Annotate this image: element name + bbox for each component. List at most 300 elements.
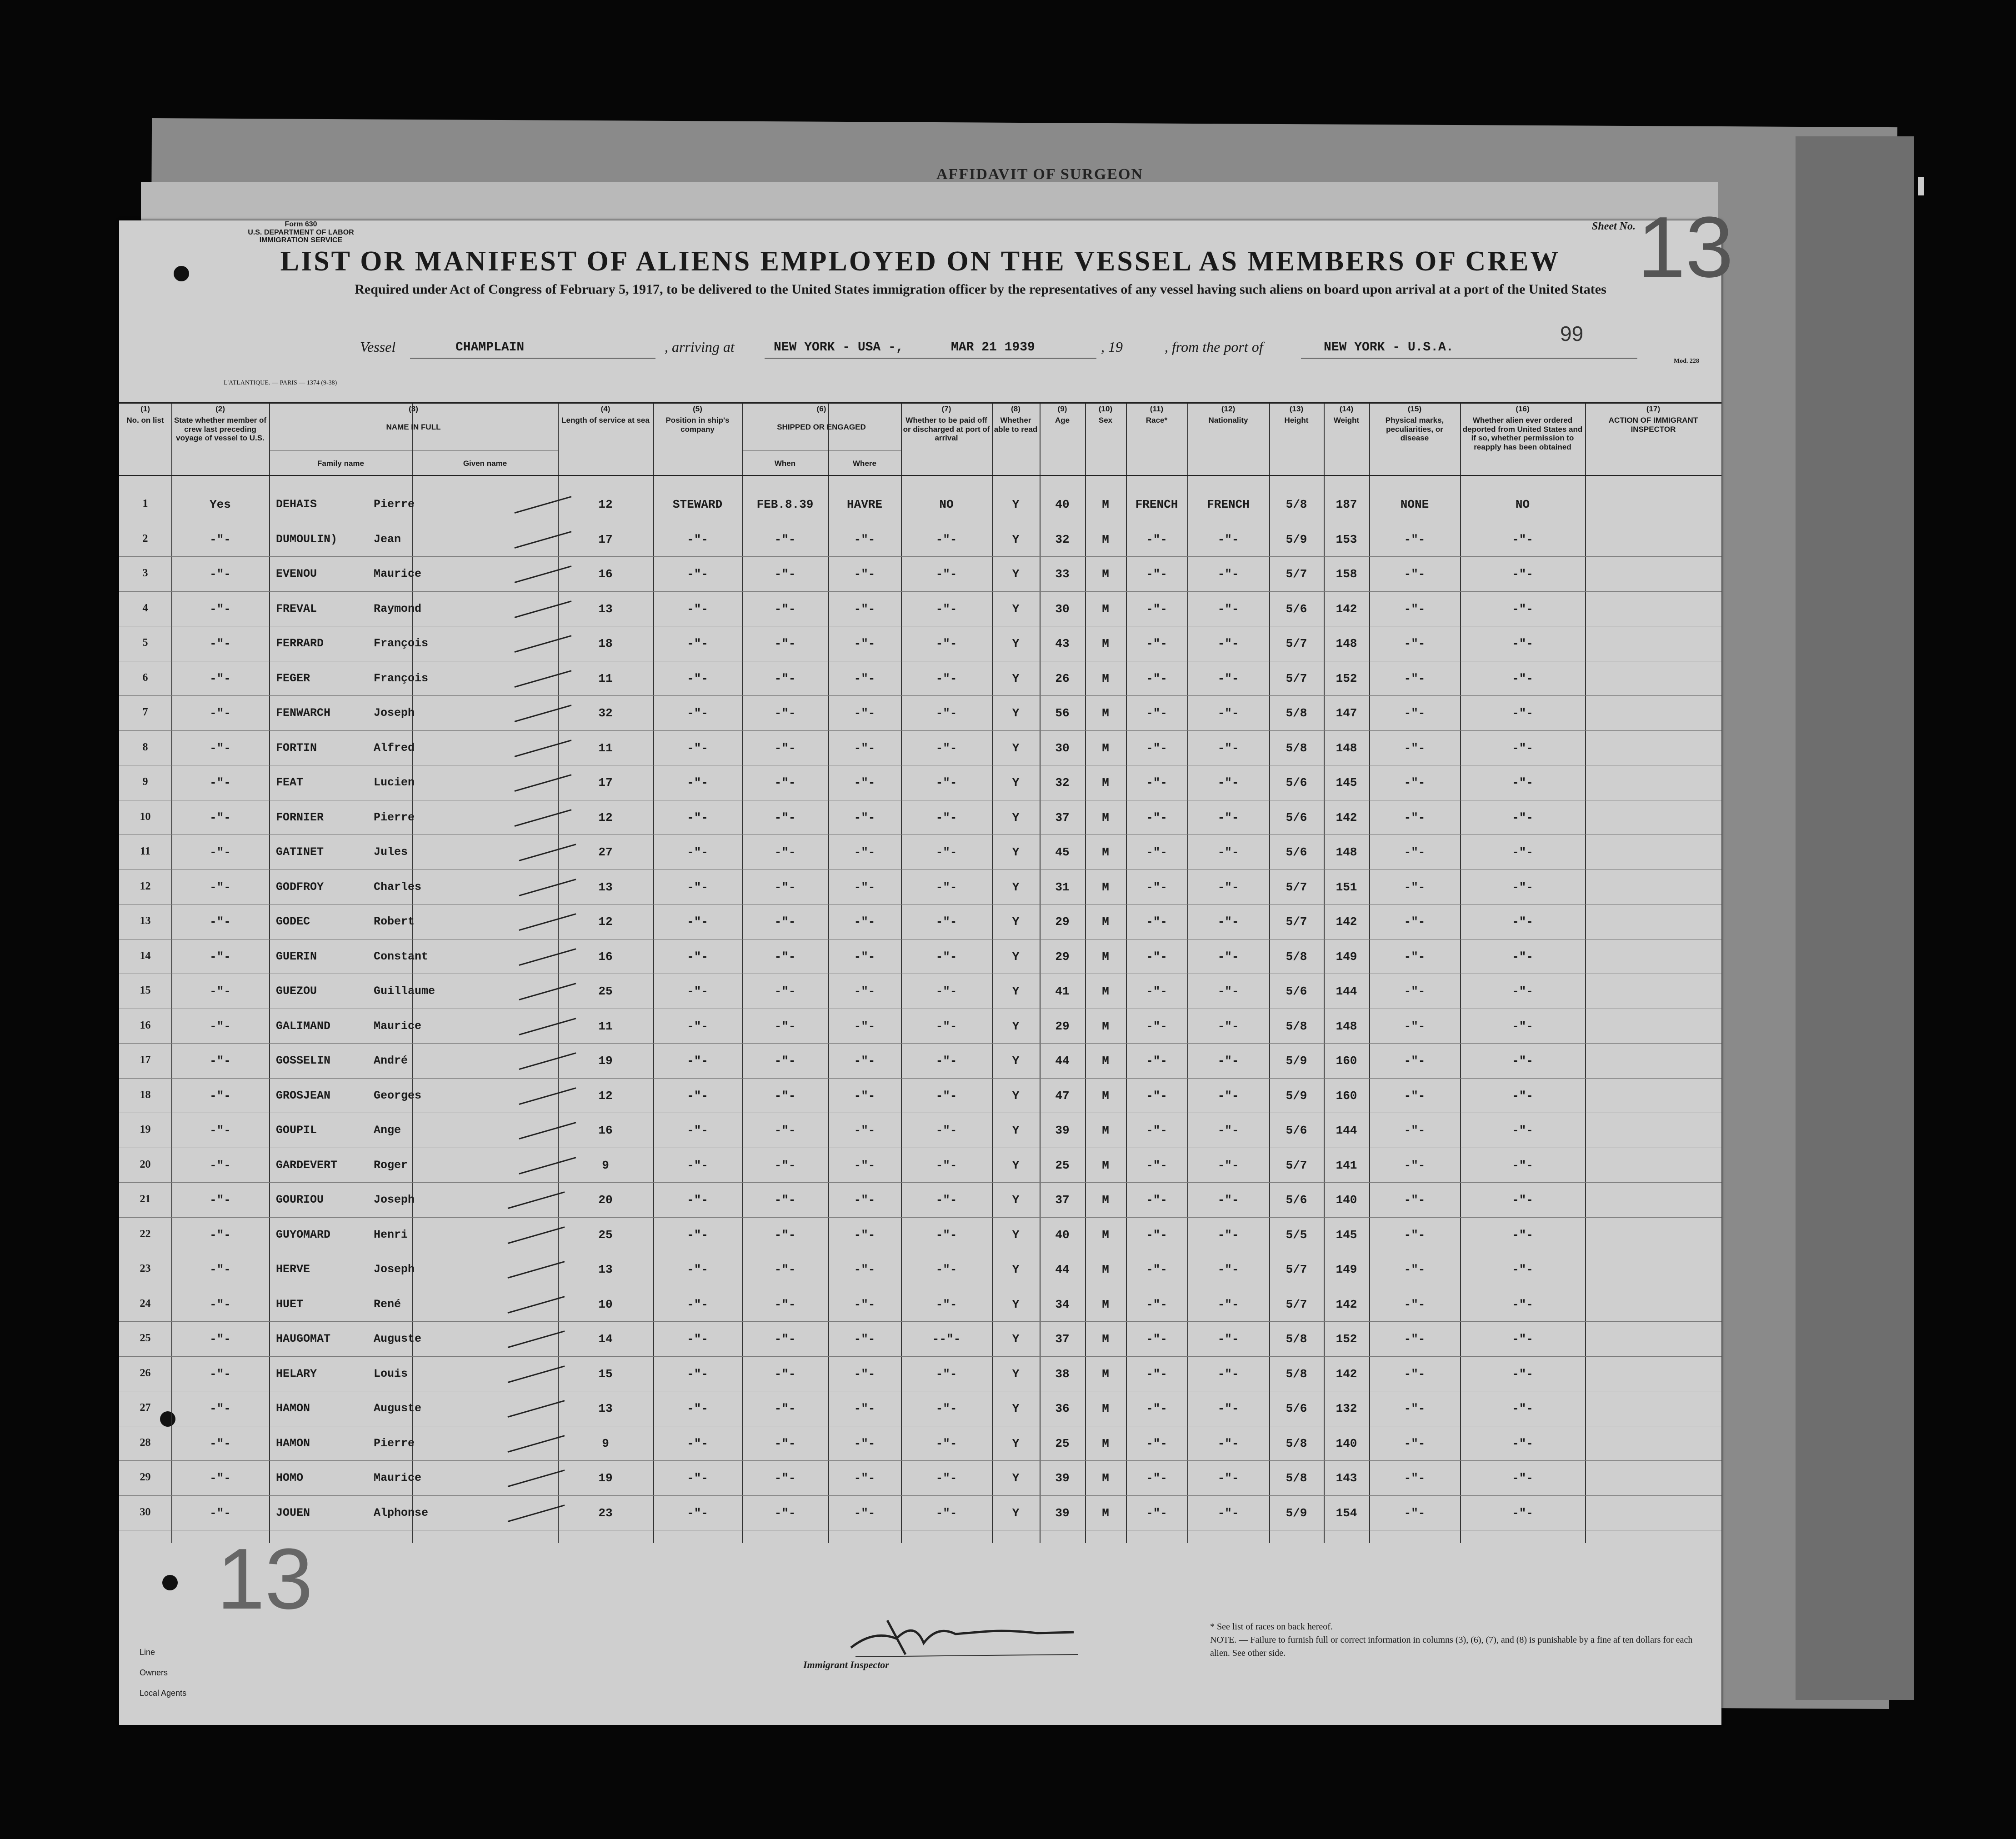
cell-read: Y [1012, 1402, 1020, 1415]
cell-service: 17 [598, 776, 613, 790]
cell-position: -"- [687, 602, 708, 616]
cell-service: 15 [598, 1367, 613, 1381]
cell-position: -"- [687, 1263, 708, 1276]
table-row-rule [119, 556, 1721, 557]
column-number: (3) [409, 405, 418, 413]
sheet-label: Sheet No. [1592, 220, 1636, 232]
cell-age: 30 [1055, 602, 1070, 616]
cell-height: 5/8 [1286, 1471, 1307, 1485]
cell-service: 16 [598, 567, 613, 581]
cell-weight: 143 [1336, 1471, 1357, 1485]
cell-read: Y [1012, 741, 1020, 755]
cell-nationality: -"- [1217, 1332, 1239, 1346]
table-row-rule [119, 904, 1721, 905]
cell-age: 30 [1055, 741, 1070, 755]
cell-paid: -"- [935, 1193, 957, 1207]
cell-marks: -"- [1404, 741, 1426, 755]
cell-given: Maurice [374, 1019, 422, 1033]
cell-no: 14 [140, 949, 151, 962]
cell-deported: -"- [1512, 845, 1533, 859]
cell-when: -"- [774, 776, 796, 790]
cell-no: 12 [140, 880, 151, 892]
cell-service: 20 [598, 1193, 613, 1207]
cell-sex: M [1102, 1054, 1109, 1068]
cell-paid: -"- [935, 776, 957, 790]
handwritten-number: 99 [1560, 322, 1584, 345]
cell-given: Charles [374, 880, 422, 894]
column-number: (6) [816, 405, 826, 413]
cell-sex: M [1102, 567, 1109, 581]
cell-height: 5/6 [1286, 810, 1307, 825]
cell-height: 5/9 [1286, 1089, 1307, 1103]
cell-sex: M [1102, 1402, 1109, 1415]
cell-no: 15 [140, 984, 151, 996]
cell-race: -"- [1146, 1471, 1167, 1485]
cell-weight: 187 [1336, 498, 1357, 511]
cell-read: Y [1012, 1332, 1020, 1346]
cell-height: 5/8 [1286, 949, 1307, 964]
cell-race: -"- [1146, 776, 1167, 790]
cell-age: 25 [1055, 1436, 1070, 1450]
column-header: Race* [1146, 416, 1168, 425]
cell-when: -"- [774, 915, 796, 929]
cell-deported: -"- [1512, 915, 1533, 929]
cell-nationality: -"- [1217, 1124, 1239, 1137]
cell-sex: M [1102, 1228, 1109, 1242]
cell-family: GUEZOU [276, 984, 317, 998]
cell-service: 16 [598, 949, 613, 964]
cell-given: Pierre [374, 498, 415, 511]
cell-age: 31 [1055, 880, 1070, 894]
cell-prev: -"- [210, 880, 231, 894]
cell-race: -"- [1146, 984, 1167, 998]
cell-family: HUET [276, 1297, 304, 1311]
cell-sex: M [1102, 915, 1109, 929]
cell-paid: -"- [935, 810, 957, 825]
cell-where: -"- [854, 706, 875, 720]
manifest-sheet [119, 199, 1734, 1725]
cell-no: 19 [140, 1124, 151, 1135]
cell-when: -"- [774, 532, 796, 546]
cell-paid: -"- [935, 1124, 957, 1137]
cell-paid: -"- [935, 706, 957, 720]
cell-where: -"- [854, 915, 875, 929]
cell-marks: -"- [1404, 776, 1426, 790]
cell-where: -"- [854, 1436, 875, 1450]
cell-marks: -"- [1404, 1332, 1426, 1346]
cell-height: 5/6 [1286, 776, 1307, 790]
crew-table [119, 402, 1721, 1539]
cell-prev: -"- [210, 602, 231, 616]
cell-age: 39 [1055, 1124, 1070, 1137]
cell-deported: -"- [1512, 1436, 1533, 1450]
cell-read: Y [1012, 915, 1020, 929]
column-header: NAME IN FULL [386, 423, 441, 431]
cell-weight: 153 [1336, 532, 1357, 546]
cell-deported: -"- [1512, 1263, 1533, 1276]
table-row-rule [119, 730, 1721, 731]
column-rule [269, 402, 270, 1543]
column-number: (17) [1646, 405, 1661, 413]
cell-sex: M [1102, 984, 1109, 998]
cell-deported: -"- [1512, 1089, 1533, 1103]
cell-given: Ange [374, 1124, 401, 1137]
table-row-rule [119, 1043, 1721, 1044]
column-number: (1) [140, 405, 150, 413]
cell-position: -"- [687, 984, 708, 998]
cell-prev: -"- [210, 1297, 231, 1311]
cell-family: FEGER [276, 671, 310, 685]
cell-paid: --"- [932, 1332, 961, 1346]
cell-deported: -"- [1512, 949, 1533, 964]
cell-where: -"- [854, 1124, 875, 1137]
cell-read: Y [1012, 1019, 1020, 1033]
cell-race: -"- [1146, 1332, 1167, 1346]
column-header: Position in ship's company [665, 416, 730, 434]
cell-race: -"- [1146, 1193, 1167, 1207]
cell-paid: -"- [935, 845, 957, 859]
cell-when: -"- [774, 741, 796, 755]
cell-nationality: -"- [1217, 915, 1239, 929]
cell-deported: -"- [1512, 602, 1533, 616]
cell-marks: -"- [1404, 1228, 1426, 1242]
cell-given: Joseph [374, 1263, 415, 1276]
cell-no: 7 [142, 706, 148, 718]
cell-paid: -"- [935, 741, 957, 755]
cell-family: GALIMAND [276, 1019, 331, 1033]
cell-prev: -"- [210, 1367, 231, 1381]
cell-marks: -"- [1404, 1436, 1426, 1450]
cell-deported: -"- [1512, 671, 1533, 685]
local-agents-label: Local Agents [140, 1689, 187, 1698]
cell-when: -"- [774, 1054, 796, 1068]
departure-port: NEW YORK - U.S.A. [1324, 340, 1454, 355]
column-header: Height [1284, 416, 1309, 425]
cell-sex: M [1102, 1193, 1109, 1207]
cell-marks: -"- [1404, 1054, 1426, 1068]
cell-height: 5/7 [1286, 567, 1307, 581]
cell-read: Y [1012, 637, 1020, 650]
cell-family: HAMON [276, 1402, 310, 1415]
cell-no: 20 [140, 1158, 151, 1170]
cell-no: 2 [142, 532, 148, 545]
cell-race: -"- [1146, 810, 1167, 825]
cell-prev: -"- [210, 741, 231, 755]
cell-marks: -"- [1404, 671, 1426, 685]
cell-sex: M [1102, 949, 1109, 964]
cell-family: GATINET [276, 845, 324, 859]
cell-age: 45 [1055, 845, 1070, 859]
cell-where: -"- [854, 1193, 875, 1207]
cell-sex: M [1102, 741, 1109, 755]
cell-given: Guillaume [374, 984, 435, 998]
cell-height: 5/7 [1286, 1263, 1307, 1276]
cell-read: Y [1012, 1471, 1020, 1485]
cell-when: -"- [774, 1228, 796, 1242]
cell-when: -"- [774, 984, 796, 998]
cell-race: -"- [1146, 1124, 1167, 1137]
cell-weight: 151 [1336, 880, 1357, 894]
arrival-date: MAR 21 1939 [951, 340, 1035, 355]
cell-when: -"- [774, 810, 796, 825]
cell-no: 18 [140, 1089, 151, 1101]
cell-age: 41 [1055, 984, 1070, 998]
column-header: Whether alien ever ordered deported from United States and if so, whether permission to reapply has been obtained [1462, 416, 1583, 451]
cell-deported: -"- [1512, 1332, 1533, 1346]
cell-marks: -"- [1404, 1297, 1426, 1311]
cell-when: -"- [774, 1263, 796, 1276]
cell-read: Y [1012, 1193, 1020, 1207]
cell-given: Jules [374, 845, 408, 859]
cell-position: STEWARD [672, 498, 723, 511]
cell-paid: -"- [935, 1402, 957, 1415]
cell-nationality: -"- [1217, 1228, 1239, 1242]
cell-family: DEHAIS [276, 498, 317, 511]
cell-where: HAVRE [846, 498, 882, 511]
cell-race: -"- [1146, 1089, 1167, 1103]
cell-family: HERVE [276, 1263, 310, 1276]
cell-deported: -"- [1512, 1124, 1533, 1137]
cell-deported: -"- [1512, 1228, 1533, 1242]
column-header: Nationality [1208, 416, 1248, 425]
column-number: (2) [215, 405, 225, 413]
cell-height: 5/9 [1286, 1506, 1307, 1520]
cell-position: -"- [687, 1054, 708, 1068]
cell-race: -"- [1146, 1506, 1167, 1520]
cell-no: 23 [140, 1263, 151, 1274]
cell-nationality: -"- [1217, 671, 1239, 685]
cell-deported: -"- [1512, 1402, 1533, 1415]
cell-age: 47 [1055, 1089, 1070, 1103]
cell-prev: -"- [210, 1228, 231, 1242]
cell-race: -"- [1146, 741, 1167, 755]
cell-given: Alphonse [374, 1506, 429, 1519]
cell-position: -"- [687, 845, 708, 859]
cell-family: GUERIN [276, 949, 317, 963]
cell-marks: -"- [1404, 949, 1426, 964]
cell-given: André [374, 1054, 408, 1067]
cell-prev: -"- [210, 1402, 231, 1415]
cell-weight: 142 [1336, 602, 1357, 616]
cell-race: -"- [1146, 671, 1167, 685]
cell-age: 44 [1055, 1054, 1070, 1068]
cell-paid: -"- [935, 532, 957, 546]
cell-paid: -"- [935, 1158, 957, 1172]
cell-given: Roger [374, 1158, 408, 1172]
cell-where: -"- [854, 602, 875, 616]
cell-sex: M [1102, 602, 1109, 616]
cell-read: Y [1012, 1124, 1020, 1137]
cell-marks: NONE [1400, 498, 1429, 511]
column-subheader: Where [853, 459, 876, 468]
cell-no: 5 [142, 637, 148, 649]
cell-service: 10 [598, 1297, 613, 1311]
table-row-rule [119, 591, 1721, 592]
cell-read: Y [1012, 776, 1020, 790]
cell-read: Y [1012, 810, 1020, 825]
cell-where: -"- [854, 949, 875, 964]
cell-height: 5/6 [1286, 1124, 1307, 1137]
cell-age: 39 [1055, 1506, 1070, 1520]
cell-family: JOUEN [276, 1506, 310, 1519]
cell-weight: 148 [1336, 845, 1357, 859]
cell-deported: NO [1515, 498, 1530, 511]
cell-given: Constant [374, 949, 429, 963]
cell-family: DUMOULIN) [276, 532, 338, 546]
cell-weight: 152 [1336, 1332, 1357, 1346]
cell-weight: 141 [1336, 1158, 1357, 1172]
stamp-number: 13 [217, 1531, 313, 1627]
cell-position: -"- [687, 776, 708, 790]
cell-given: René [374, 1297, 401, 1311]
column-number: (14) [1339, 405, 1354, 413]
cell-read: Y [1012, 1367, 1020, 1381]
cell-given: Pierre [374, 1436, 415, 1450]
underline [1301, 358, 1637, 359]
cell-marks: -"- [1404, 1402, 1426, 1415]
cell-position: -"- [687, 637, 708, 650]
cell-nationality: -"- [1217, 880, 1239, 894]
column-header: ACTION OF IMMIGRANT INSPECTOR [1608, 416, 1698, 434]
cell-when: -"- [774, 880, 796, 894]
cell-service: 16 [598, 1124, 613, 1137]
cell-prev: -"- [210, 1471, 231, 1485]
cell-weight: 132 [1336, 1402, 1357, 1415]
cell-given: Auguste [374, 1332, 422, 1345]
cell-when: -"- [774, 1019, 796, 1033]
cell-marks: -"- [1404, 1367, 1426, 1381]
cell-where: -"- [854, 880, 875, 894]
cell-position: -"- [687, 1228, 708, 1242]
underline [765, 358, 1096, 359]
cell-height: 5/7 [1286, 880, 1307, 894]
cell-weight: 142 [1336, 810, 1357, 825]
cell-deported: -"- [1512, 776, 1533, 790]
cell-height: 5/9 [1286, 532, 1307, 546]
cell-family: HAUGOMAT [276, 1332, 331, 1345]
cell-height: 5/6 [1286, 984, 1307, 998]
cell-where: -"- [854, 776, 875, 790]
handwritten-check-mark [508, 1330, 565, 1348]
cell-sex: M [1102, 776, 1109, 790]
cell-read: Y [1012, 1297, 1020, 1311]
cell-service: 12 [598, 915, 613, 929]
cell-family: GODEC [276, 915, 310, 928]
cell-race: -"- [1146, 1228, 1167, 1242]
cell-service: 25 [598, 984, 613, 998]
cell-position: -"- [687, 1158, 708, 1172]
cell-given: François [374, 637, 429, 650]
owners-label: Owners [140, 1668, 168, 1677]
column-header: Whether to be paid off or discharged at port of arrival [903, 416, 990, 443]
cell-nationality: -"- [1217, 776, 1239, 790]
cell-given: Pierre [374, 810, 415, 824]
handwritten-check-mark [508, 1296, 565, 1314]
year-label: , 19 [1101, 339, 1123, 355]
cell-weight: 152 [1336, 671, 1357, 685]
cell-weight: 158 [1336, 567, 1357, 581]
cell-where: -"- [854, 532, 875, 546]
cell-where: -"- [854, 1506, 875, 1520]
cell-deported: -"- [1512, 810, 1533, 825]
cell-race: -"- [1146, 1158, 1167, 1172]
cell-service: 9 [602, 1158, 609, 1172]
cell-family: GOUPIL [276, 1124, 317, 1137]
cell-paid: -"- [935, 949, 957, 964]
cell-paid: -"- [935, 567, 957, 581]
cell-family: EVENOU [276, 567, 317, 580]
cell-where: -"- [854, 1297, 875, 1311]
cell-read: Y [1012, 1436, 1020, 1450]
cell-paid: -"- [935, 1228, 957, 1242]
cell-height: 5/7 [1286, 915, 1307, 929]
cell-when: -"- [774, 1193, 796, 1207]
cell-prev: -"- [210, 1054, 231, 1068]
cell-position: -"- [687, 915, 708, 929]
cell-given: Joseph [374, 1193, 415, 1206]
cell-race: -"- [1146, 915, 1167, 929]
cell-paid: -"- [935, 1263, 957, 1276]
handwritten-check-mark [508, 1435, 565, 1453]
cell-marks: -"- [1404, 915, 1426, 929]
cell-when: -"- [774, 1471, 796, 1485]
cell-sex: M [1102, 1263, 1109, 1276]
cell-nationality: -"- [1217, 1054, 1239, 1068]
cell-deported: -"- [1512, 1193, 1533, 1207]
table-top-rule [119, 402, 1721, 404]
cell-age: 40 [1055, 498, 1070, 511]
cell-given: Robert [374, 915, 415, 928]
cell-height: 5/6 [1286, 602, 1307, 616]
cell-family: FORTIN [276, 741, 317, 755]
cell-nationality: -"- [1217, 637, 1239, 650]
service-name: IMMIGRATION SERVICE [259, 236, 343, 245]
cell-when: -"- [774, 1402, 796, 1415]
cell-paid: -"- [935, 1436, 957, 1450]
cell-age: 33 [1055, 567, 1070, 581]
cell-marks: -"- [1404, 602, 1426, 616]
cell-position: -"- [687, 532, 708, 546]
column-subheader: Family name [317, 459, 364, 468]
cell-marks: -"- [1404, 845, 1426, 859]
cell-no: 24 [140, 1297, 151, 1309]
column-number: (9) [1057, 405, 1067, 413]
handwritten-check-mark [508, 1400, 565, 1418]
cell-marks: -"- [1404, 880, 1426, 894]
table-row-rule [119, 1460, 1721, 1461]
column-number: (15) [1407, 405, 1422, 413]
table-row-rule [119, 1078, 1721, 1079]
cell-height: 5/7 [1286, 637, 1307, 650]
cell-read: Y [1012, 1228, 1020, 1242]
cell-where: -"- [854, 1471, 875, 1485]
cell-prev: -"- [210, 706, 231, 720]
cell-weight: 147 [1336, 706, 1357, 720]
cell-prev: Yes [210, 498, 231, 511]
cell-given: Maurice [374, 1471, 422, 1484]
cell-where: -"- [854, 1019, 875, 1033]
cell-read: Y [1012, 532, 1020, 546]
cell-nationality: -"- [1217, 1402, 1239, 1415]
cell-age: 44 [1055, 1263, 1070, 1276]
cell-position: -"- [687, 1332, 708, 1346]
cell-sex: M [1102, 706, 1109, 720]
cell-where: -"- [854, 1402, 875, 1415]
cell-when: -"- [774, 671, 796, 685]
cell-weight: 154 [1336, 1506, 1357, 1520]
cell-read: Y [1012, 1089, 1020, 1103]
page-subtitle: Required under Act of Congress of February 5, 1917, to be delivered to the United States immigration officer by the representatives of any vessel having such aliens on board upon arrival at a port of the United States [355, 282, 1606, 297]
